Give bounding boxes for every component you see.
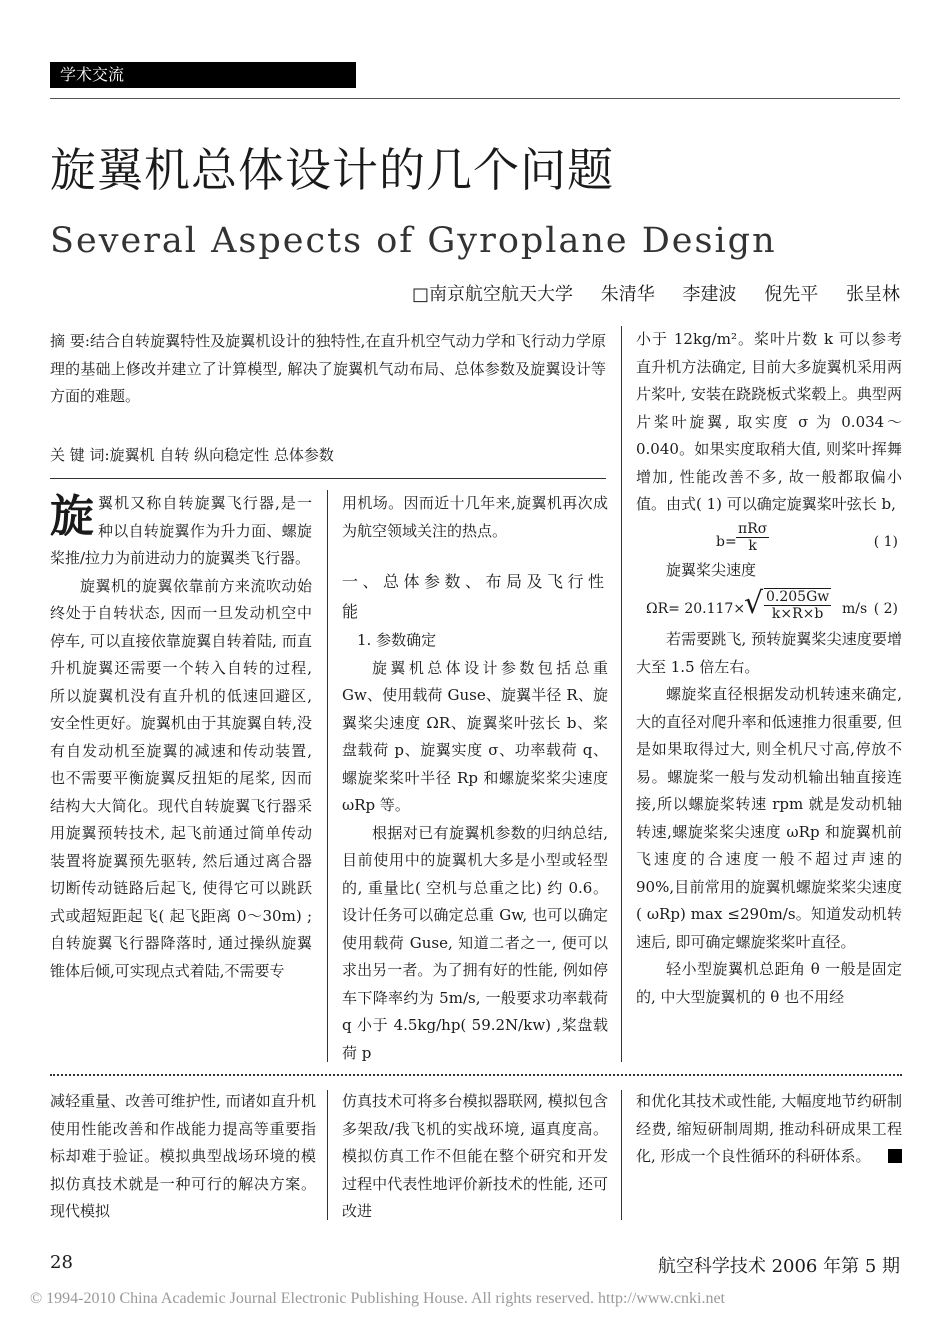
journal-info: 航空科学技术 2006 年第 5 期 [657, 1256, 900, 1277]
paragraph: 根据对已有旋翼机参数的归纳总结, 目前使用中的旋翼机大多是小型或轻型的, 重量比( 空机与总重之比) 约 0.6。设计任务可以确定总重 Gw, 也可以确定使用载荷 Guse, 知道二者之一, 便可以求出另一者。为了拥有好的性能, 例如停车下降率约为 5m/s, 一般要求功率载荷 q 小于 4.5kg/hp( 59.2N/kw) ,桨盘载荷 p [342, 823, 608, 1062]
section-heading: 一、总体参数、布局及飞行性能 [342, 572, 608, 621]
equation-fraction [764, 588, 831, 622]
author-name: 倪先平 [764, 284, 819, 305]
equation-denominator: k [748, 537, 757, 554]
paragraph: 轻小型旋翼机总距角 θ 一般是固定的, 中大型旋翼机的 θ 也不用经 [636, 960, 902, 1006]
sqrt-icon: √ [744, 586, 764, 621]
abstract: 摘 要:结合自转旋翼特性及旋翼机设计的独特性,在直升机空气动力学和飞行动力学原理的基础上修改并建立了计算模型, 解决了旋翼机气动布局、总体参数及旋翼设计等方面的难题。 [50, 332, 606, 405]
keywords-rule [50, 478, 606, 479]
section-label: 学术交流 [50, 62, 356, 88]
article-title-en: Several Aspects of Gyroplane Design [50, 221, 777, 261]
equation-numerator: πRσ [738, 520, 768, 537]
equation-fraction [736, 521, 769, 554]
equation-lhs: b= [716, 533, 737, 550]
article-title: 旋翼机总体设计的几个问题 [50, 143, 614, 197]
continued-column-3 [636, 1088, 902, 1171]
column-divider [621, 326, 622, 1062]
paragraph: 旋翼机的旋翼依靠前方来流吹动始终处于自转状态, 因而一旦发动机空中停车, 可以直接依靠旋翼自转着陆, 而直升机旋翼还需要一个转入自转的过程, 所以旋翼机没有直升机的低速回避区, 安全性更好。旋翼机由于其旋翼自转,没有自发动机至旋翼的减速和传动装置, 也不需要平衡旋翼反扭矩的尾桨, 因而结构大大简化。现代自转旋翼飞行器采用旋翼预转技术, 起飞前通过简单传动装置将旋翼预先驱转, 然后通过离合器切断传动链路后起飞, 使得它可以跳跃式或超短距起飞( 起飞距离 0～30m) ;自转旋翼飞行器降落时, 通过操纵旋翼锥体后倾,可实现点式着陆,不需要专 [50, 576, 312, 980]
equation-number: ( 2) [873, 601, 898, 617]
equation-numerator: 0.205Gw [766, 589, 830, 605]
equation-number: ( 1) [873, 533, 898, 550]
column-divider [621, 1090, 622, 1220]
keywords: 关 键 词:旋翼机 自转 纵向稳定性 总体参数 [50, 446, 334, 464]
author-name: 张呈林 [846, 284, 900, 305]
paragraph: 旋翼桨尖速度 [666, 560, 757, 579]
copyright-line: © 1994-2010 China Academic Journal Electronic Publishing House. All rights reserved. http://www.cnki.net [30, 1290, 725, 1307]
column-3 [636, 326, 902, 1011]
affiliation: □南京航空航天大学 [412, 284, 574, 305]
equation-denominator: k×R×b [771, 606, 824, 622]
column-1 [50, 490, 312, 985]
subsection-heading: 1. 参数确定 [357, 631, 437, 649]
paragraph: 旋翼机总体设计参数包括总重 Gw、使用载荷 Guse、旋翼半径 R、旋翼桨尖速度 ΩR、旋翼桨叶弦长 b、桨盘载荷 p、旋翼实度 σ、功率载荷 q、螺旋桨桨叶半径 Rp 和螺旋桨桨尖速度 ωRp 等。 [342, 658, 608, 814]
continuation-rule [50, 1074, 902, 1076]
paragraph-text: 和优化其技术或性能, 大幅度地节约研制经费, 缩短研制周期, 推动科研成果工程化, 形成一个良性循环的科研体系。 [636, 1092, 902, 1165]
author-name: 朱清华 [600, 284, 655, 305]
page-number: 28 [50, 1252, 73, 1273]
continued-column-1: 减轻重量、改善可维护性, 而诸如直升机使用性能改善和作战能力提高等重要指标却难于验证。模拟典型战场环境的模拟仿真技术就是一种可行的解决方案。现代模拟 [50, 1092, 316, 1220]
paragraph [50, 490, 312, 573]
paragraph: 若需要跳飞, 预转旋翼桨尖速度要增大至 1.5 倍左右。 [636, 630, 902, 676]
author-line [412, 282, 900, 308]
equation-1 [636, 519, 902, 557]
column-divider [327, 490, 328, 1062]
paragraph: 用机场。因而近十几年来,旋翼机再次成为航空领域关注的热点。 [342, 494, 608, 540]
header-rule [50, 98, 900, 99]
continued-column-2: 仿真技术可将多台模拟器联网, 模拟包含多架敌/我飞机的实战环境, 逼真度高。模拟仿真工作不但能在整个研究和开发过程中代表性地评价新技术的性能, 还可改进 [342, 1092, 608, 1220]
equation-unit: m/s [842, 601, 868, 617]
equation-2 [636, 584, 902, 624]
column-divider [327, 1090, 328, 1220]
author-name: 李建波 [682, 284, 737, 305]
paragraph: 小于 12kg/m²。桨叶片数 k 可以参考直升机方法确定, 目前大多旋翼机采用两片桨叶, 安装在跷跷板式桨毂上。典型两片桨叶旋翼, 取实度 σ 为 0.034～0.040。如果实度取稍大值, 则桨叶挥舞增加, 性能改善不多, 故一般都取偏小值。由式( 1) 可以确定旋翼桨叶弦长 b, [636, 330, 902, 513]
paragraph-text: 翼机又称自转旋翼飞行器,是一种以自转旋翼作为升力面、螺旋桨推/拉力为前进动力的旋翼类飞行器。 [50, 494, 312, 567]
column-2 [342, 490, 608, 1067]
paragraph: 螺旋桨直径根据发动机转速来确定,大的直径对爬升率和低速推力很重要, 但是如果取得过大, 则全机尺寸高,停放不易。螺旋桨一般与发动机输出轴直接连接,所以螺旋桨转速 rpm 就是发动机轴转速,螺旋桨桨尖速度 ωRp 和旋翼机前飞速度的合速度一般不超过声速的 90%,目前常用的旋翼机螺旋桨桨尖速度( ωRp) max ≤290m/s。知道发动机转速后, 即可确定螺旋桨桨叶直径。 [636, 685, 902, 951]
drop-cap: 旋 [50, 491, 94, 542]
end-mark-icon [888, 1149, 902, 1163]
equation-lhs: ΩR= 20.117× [646, 601, 746, 617]
